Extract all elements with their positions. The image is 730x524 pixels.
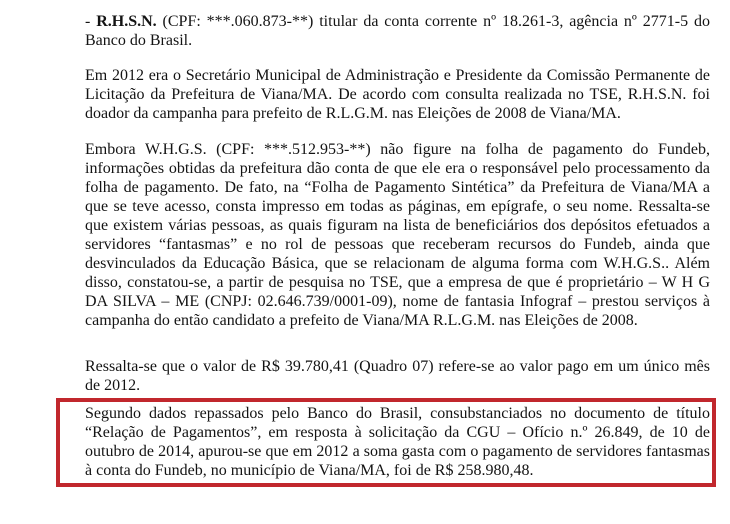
paragraph-highlighted-finding: Segundo dados repassados pelo Banco do Brasil, consubstanciados no documento de título “Relação de Pagamentos”, em resposta à solicitação da CGU – Ofício n.º 26.849, de 10 de outubro de 2014, apurou-se que em 2012 a soma gasta com o pagamento de servidores fantasmas à conta do Fundeb, no município de Viana/MA, foi de R$ 258.980,48.: [85, 405, 710, 479]
red-highlight-box: [56, 398, 716, 487]
list-dash-prefix: -: [85, 13, 97, 30]
document-text-block: [85, 10, 710, 487]
paragraph-account-holder-text: (CPF: ***.060.873-**) titular da conta corrente nº 18.261-3, agência nº 2771-5 do Banco do Brasil.: [85, 13, 710, 49]
person-initials-bold: R.H.S.N.: [96, 13, 157, 30]
paragraph-account-holder: [85, 12, 710, 50]
paragraph-secretary-2012: Em 2012 era o Secretário Municipal de Administração e Presidente da Comissão Permanente de Licitação da Prefeitura de Viana/MA. De acordo com consulta realizada no TSE, R.H.S.N. foi doador da campanha para prefeito de R.L.G.M. nas Eleições de 2008 de Viana/MA.: [85, 67, 710, 122]
paragraph-single-month-value: Ressalta-se que o valor de R$ 39.780,41 (Quadro 07) refere-se ao valor pago em um único mês de 2012.: [85, 358, 710, 394]
paragraph-whgs-payroll: Embora W.H.G.S. (CPF: ***.512.953-**) não figure na folha de pagamento do Fundeb, informações obtidas da prefeitura dão conta de que ele era o responsável pelo processamento da folha de pagamento. De fato, na “Folha de Pagamento Sintética” da Prefeitura de Viana/MA a que se teve acesso, consta impresso em todas as páginas, em epígrafe, o seu nome. Ressalta-se que existem várias pessoas, as quais figuram na lista de beneficiários dos depósitos efetuados a servidores “fantasmas” e no rol de pessoas que receberam recursos do Fundeb, ainda que desvinculados da Educação Básica, que se relacionam de alguma forma com W.H.G.S.. Além disso, constatou-se, a partir de pesquisa no TSE, que a empresa de que é proprietário – W H G DA SILVA – ME (CNPJ: 02.646.739/0001-09), nome de fantasia Infograf – prestou serviços à campanha do então candidato a prefeito de Viana/MA R.L.G.M. nas Eleições de 2008.: [85, 141, 710, 329]
